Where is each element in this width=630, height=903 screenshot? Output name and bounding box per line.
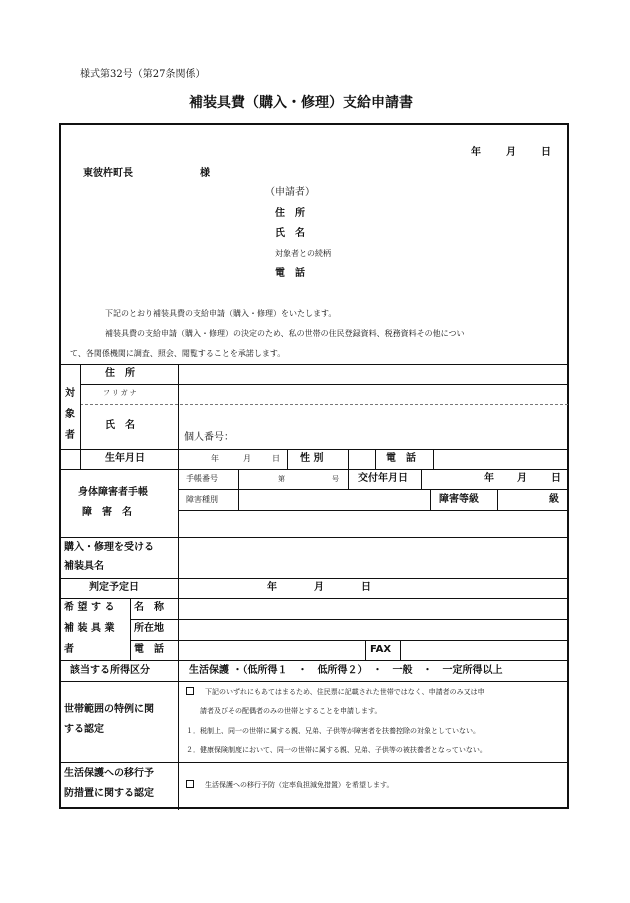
rule <box>287 449 288 470</box>
rule <box>375 449 376 470</box>
rule <box>433 449 434 470</box>
subject-section-char-1: 対 <box>65 388 75 399</box>
rule <box>178 510 568 511</box>
handbook-issue-year: 年 <box>484 473 494 484</box>
rule <box>60 681 568 682</box>
subject-birth-year: 年 <box>211 454 219 463</box>
rule <box>400 640 401 661</box>
rule <box>130 598 131 661</box>
rule <box>60 762 568 763</box>
form-number: 様式第32号（第27条関係） <box>80 69 206 80</box>
judgment-month: 月 <box>314 582 324 593</box>
handbook-number-suffix: 号 <box>332 475 339 483</box>
rule <box>348 449 349 470</box>
vendor-fax-label: FAX <box>370 644 392 655</box>
subject-gender-label: 性 別 <box>300 453 324 464</box>
subject-address-label: 住 所 <box>105 368 135 379</box>
handbook-number-label: 手帳番号 <box>186 474 218 483</box>
rule <box>60 660 568 661</box>
applicant-relation-label: 対象者との続柄 <box>275 249 331 258</box>
subject-section-char-3: 者 <box>65 430 75 441</box>
handbook-issue-month: 月 <box>517 473 527 484</box>
rule <box>80 384 568 385</box>
handbook-label: 身体障害者手帳 <box>78 487 148 498</box>
household-label-1: 世帯範囲の特例に関 <box>64 704 154 715</box>
income-options: 生活保護 ・（低所得１ ・ 低所得２） ・ 一般 ・ 一定所得以上 <box>189 665 503 676</box>
welfare-label-2: 防措置に関する認定 <box>64 788 154 799</box>
page-title: 補装具費（購入・修理）支給申請書 <box>189 95 413 111</box>
statement-line-3: て、各関係機関に調査、照会、閲覧することを承諾します。 <box>70 349 286 358</box>
rule <box>430 489 431 511</box>
judgment-day: 日 <box>361 582 371 593</box>
household-label-2: する認定 <box>64 724 104 735</box>
welfare-label-1: 生活保護への移行予 <box>64 768 154 779</box>
honorific: 様 <box>200 168 210 179</box>
date-month-label: 月 <box>506 147 516 158</box>
rule <box>178 489 568 490</box>
applicant-phone-label: 電 話 <box>275 268 305 279</box>
vendor-phone-label: 電 話 <box>134 644 164 655</box>
judgment-year: 年 <box>267 582 277 593</box>
subject-birth-label: 生年月日 <box>105 453 145 464</box>
rule <box>80 404 568 405</box>
vendor-label-1: 希 望 す る <box>64 602 115 613</box>
rule <box>130 619 568 620</box>
disability-type-label: 障害種別 <box>186 495 218 504</box>
judgment-date-label: 判定予定日 <box>89 582 139 593</box>
subject-birth-month: 月 <box>243 454 251 463</box>
household-text-1: 下記のいずれにもあてはまるため、住民票に記載された世帯ではなく、申請者のみ又は申 <box>205 688 485 696</box>
device-label-2: 補装具名 <box>64 561 104 572</box>
rule <box>60 537 568 538</box>
rule <box>178 364 179 810</box>
handbook-issue-day: 日 <box>551 473 561 484</box>
subject-birth-day: 日 <box>272 454 280 463</box>
rule <box>421 469 422 490</box>
applicant-name-label: 氏 名 <box>275 228 305 239</box>
disability-grade-unit: 級 <box>549 494 559 505</box>
rule <box>348 469 349 490</box>
household-item-1: １．税制上、同一の世帯に属する親、兄弟、子供等が障害者を扶養控除の対象としていない。 <box>186 727 480 735</box>
date-day-label: 日 <box>541 147 551 158</box>
date-year-label: 年 <box>471 147 481 158</box>
vendor-label-2: 補 装 具 業 <box>64 623 115 634</box>
vendor-location-label: 所在地 <box>134 623 164 634</box>
household-text-2: 請者及びその配偶者のみの世帯とすることを申請します。 <box>200 707 382 715</box>
subject-name-label: 氏 名 <box>105 420 135 431</box>
statement-line-1: 下記のとおり補装具費の支給申請（購入・修理）をいたします。 <box>105 309 337 318</box>
rule <box>238 469 239 511</box>
rule <box>60 469 568 470</box>
applicant-address-label: 住 所 <box>275 208 305 219</box>
device-label-1: 購入・修理を受ける <box>64 542 154 553</box>
rule <box>60 449 568 450</box>
rule <box>365 640 366 661</box>
rule <box>497 489 498 511</box>
welfare-text: 生活保護への移行予防（定率負担減免措置）を希望します。 <box>205 781 394 789</box>
subject-phone-label: 電 話 <box>386 453 416 464</box>
addressee: 東彼杵町長 <box>83 168 133 179</box>
rule <box>60 598 568 599</box>
disability-name-label: 障 害 名 <box>82 507 132 518</box>
statement-line-2: 補装具費の支給申請（購入・修理）の決定のため、私の世帯の住民登録資料、税務資料その他につい <box>105 329 465 338</box>
disability-grade-label: 障害等級 <box>439 494 479 505</box>
rule <box>80 364 81 470</box>
handbook-number-prefix: 第 <box>278 475 285 483</box>
rule <box>60 364 568 365</box>
rule <box>60 578 568 579</box>
welfare-checkbox[interactable] <box>186 780 194 788</box>
household-checkbox[interactable] <box>186 687 194 695</box>
vendor-label-3: 者 <box>64 644 74 655</box>
subject-mynumber-label: 個人番号： <box>184 432 234 443</box>
household-item-2: ２．健康保険制度において、同一の世帯に属する親、兄弟、子供等の被扶養者となっていない。 <box>186 746 487 754</box>
vendor-name-label: 名 称 <box>134 602 164 613</box>
handbook-issue-label: 交付年月日 <box>358 473 408 484</box>
rule <box>130 640 568 641</box>
applicant-label: （申請者） <box>265 187 315 198</box>
income-label: 該当する所得区分 <box>70 665 150 676</box>
subject-furigana-label: フリガナ <box>103 389 139 397</box>
subject-section-char-2: 象 <box>65 409 75 420</box>
